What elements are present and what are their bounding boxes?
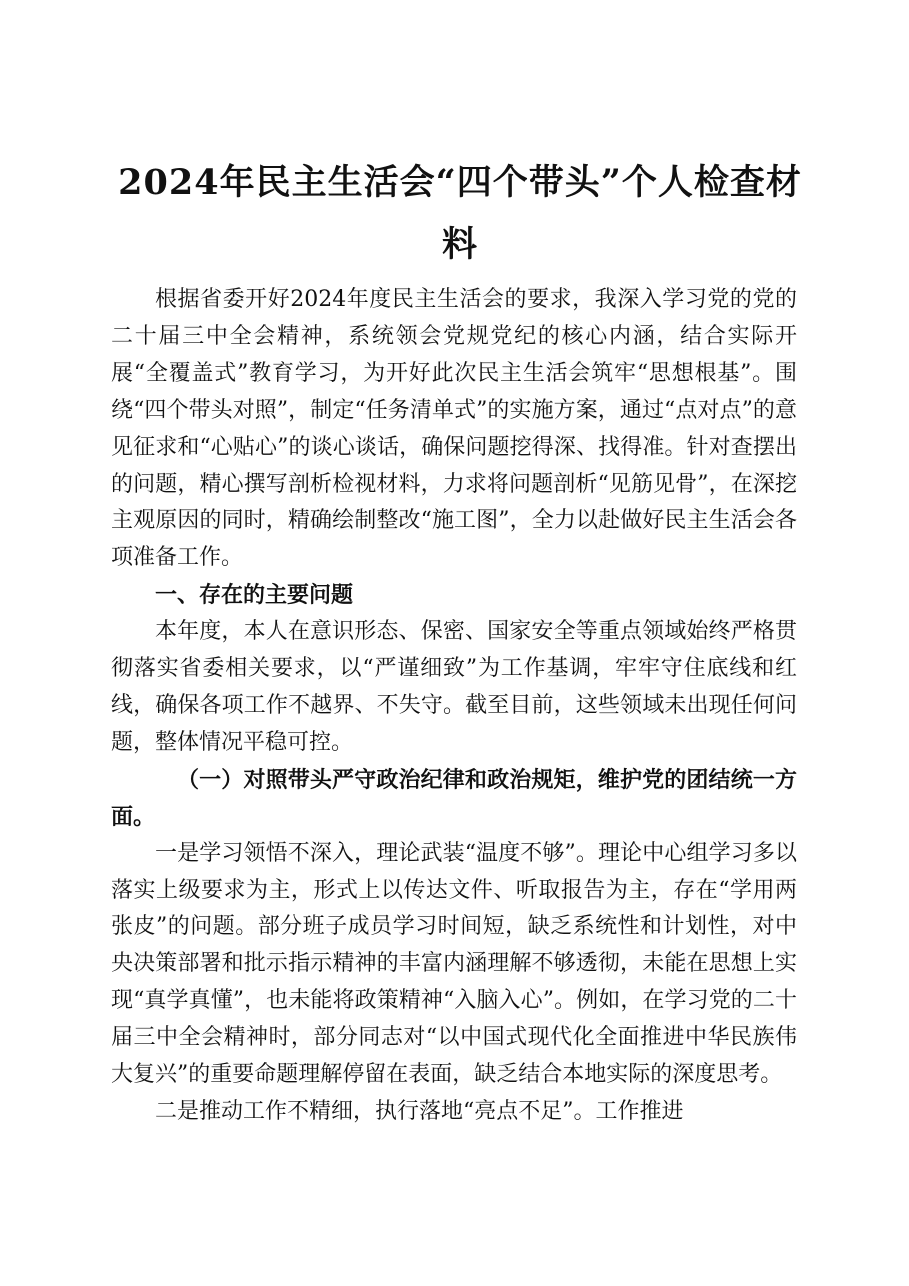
section-heading: 一、存在的主要问题: [155, 582, 354, 609]
document-title: 2024年民主生活会“四个带头”个人检查材料: [118, 162, 802, 265]
section-intro-paragraph: 本年度，本人在意识形态、保密、国家安全等重点领域始终严格贯彻落实省委相关要求，以“严谨细致”为工作基调，牢牢守住底线和红线，确保各项工作不越界、不失守。截至目前，这些领域未出现任何问题，整体情况平稳可控。: [111, 619, 797, 755]
problem-one-paragraph: 一是学习领悟不深入，理论武装“温度不够”。理论中心组学习多以落实上级要求为主，形式上以传达文件、听取报告为主，存在“学用两张皮”的问题。部分班子成员学习时间短，缺乏系统性和计划性，对中央决策部署和批示指示精神的丰富内涵理解不够透彻，未能在思想上实现“真学真懂”，也未能将政策精神“入脑入心”。例如，在学习党的二十届三中全会精神时，部分同志对“以中国式现代化全面推进中华民族伟大复兴”的重要命题理解停留在表面，缺乏结合本地实际的深度思考。: [111, 840, 797, 1088]
intro-paragraph: 根据省委开好2024年度民主生活会的要求，我深入学习党的党的二十届三中全会精神，系统领会党规党纪的核心内涵，结合实际开展“全覆盖式”教育学习，为开好此次民主生活会筑牢“思想根基”。围绕“四个带头对照”，制定“任务清单式”的实施方案，通过“点对点”的意见征求和“心贴心”的谈心谈话，确保问题挖得深、找得准。针对查摆出的问题，精心撰写剖析检视材料，力求将问题剖析“见筋见骨”，在深挖主观原因的同时，精确绘制整改“施工图”，全力以赴做好民主生活会各项准备工作。: [111, 287, 797, 571]
problem-two-paragraph: 二是推动工作不精细，执行落地“亮点不足”。工作推进: [155, 1098, 684, 1124]
subsection-heading: （一）对照带头严守政治纪律和政治规矩，维护党的团结统一方面。: [111, 766, 797, 830]
document-body: [111, 282, 797, 1131]
